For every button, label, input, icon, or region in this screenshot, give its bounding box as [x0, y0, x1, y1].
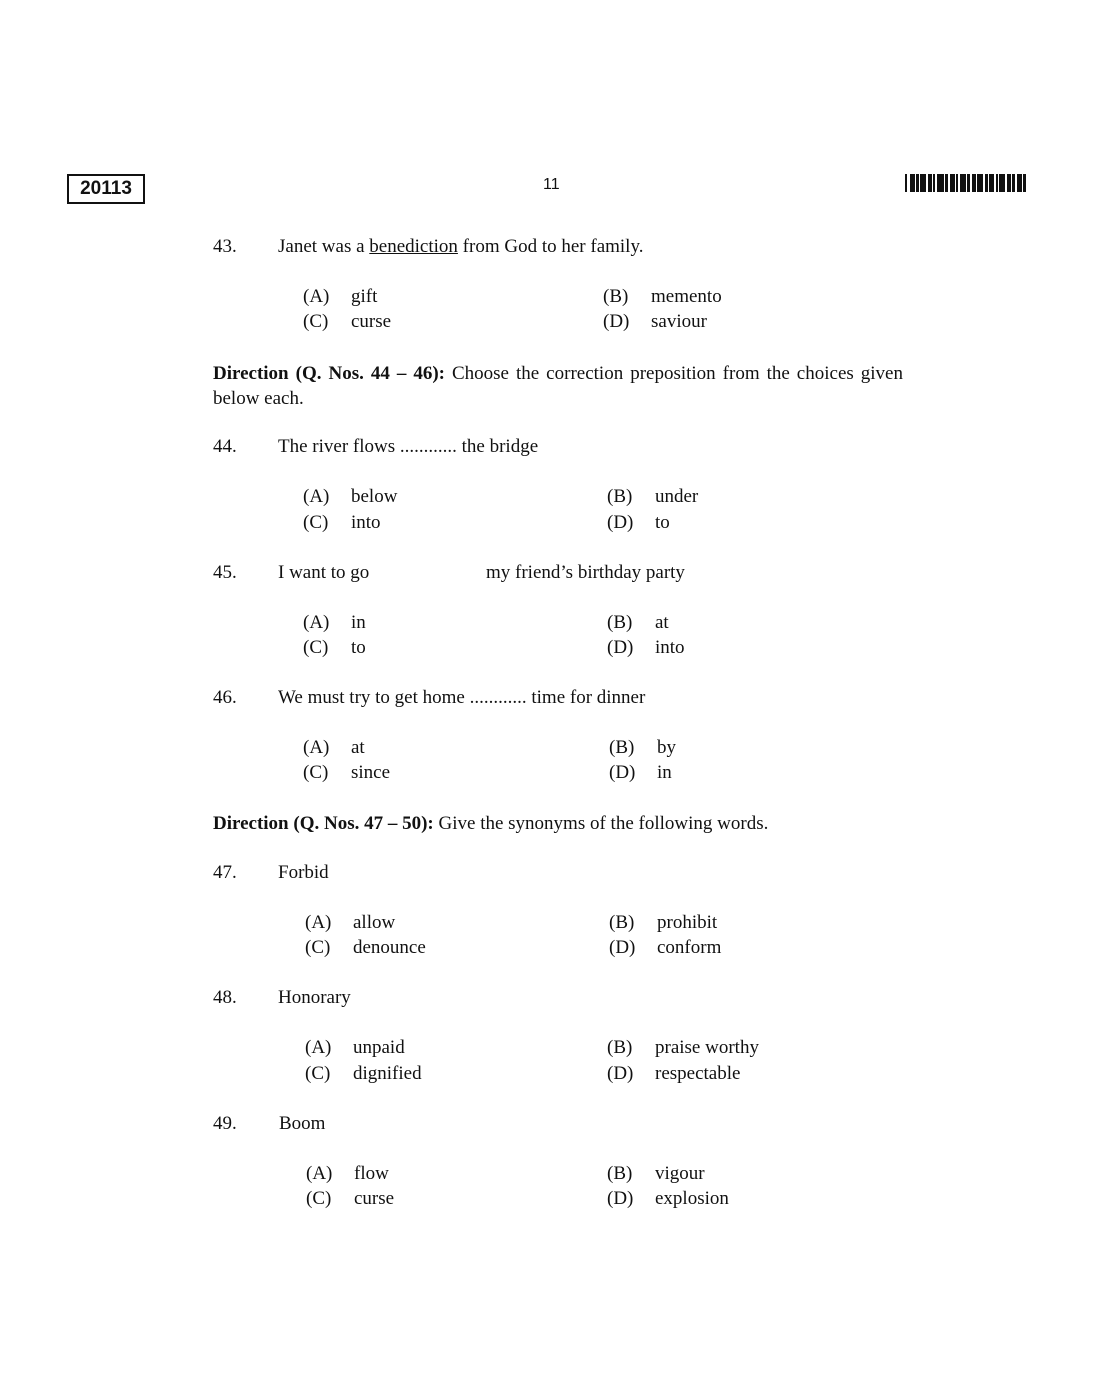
question-text: We must try to get home ............ time for dinner — [278, 687, 646, 708]
option-a: (A) below — [303, 486, 398, 507]
question-text: Honorary — [278, 987, 351, 1008]
option-b: (B) prohibit — [609, 912, 718, 933]
option-c: (C) curse — [306, 1188, 395, 1209]
direction-47-50: Direction (Q. Nos. 47 – 50): Give the synonyms of the following words. — [213, 813, 769, 834]
question-number: 43. — [213, 236, 237, 257]
question-number: 45. — [213, 562, 237, 583]
page-number: 11 — [543, 176, 560, 193]
question-number: 49. — [213, 1113, 237, 1134]
option-a: (A) allow — [305, 912, 396, 933]
question-number: 47. — [213, 862, 237, 883]
question-text-end: my friend’s birthday party — [486, 562, 685, 583]
option-b: (B) under — [607, 486, 699, 507]
option-b: (B) vigour — [607, 1163, 705, 1184]
option-b: (B) by — [609, 737, 676, 758]
question-text: The river flows ............ the bridge — [278, 436, 539, 457]
question-text: Janet was a benediction from God to her family. — [278, 236, 644, 257]
option-d: (D) saviour — [603, 311, 707, 332]
question-number: 44. — [213, 436, 237, 457]
question-text: Boom — [279, 1113, 326, 1134]
option-a: (A) flow — [306, 1163, 389, 1184]
option-d: (D) in — [609, 762, 672, 783]
direction-44-46: Direction (Q. Nos. 44 – 46): Choose the correction preposition from the choices given below each. — [213, 363, 903, 409]
option-d: (D) to — [607, 512, 670, 533]
option-c: (C) denounce — [305, 937, 426, 958]
option-d: (D) conform — [609, 937, 722, 958]
option-a: (A) at — [303, 737, 365, 758]
option-d: (D) explosion — [607, 1188, 729, 1209]
option-b: (B) memento — [603, 286, 722, 307]
option-d: (D) into — [607, 637, 685, 658]
question-text: I want to go — [278, 562, 370, 583]
barcode — [905, 174, 1026, 192]
option-c: (C) dignified — [305, 1063, 422, 1084]
option-c: (C) to — [303, 637, 366, 658]
option-a: (A) unpaid — [305, 1037, 405, 1058]
option-c: (C) curse — [303, 311, 392, 332]
option-b: (B) praise worthy — [607, 1037, 759, 1058]
question-number: 46. — [213, 687, 237, 708]
option-b: (B) at — [607, 612, 669, 633]
option-d: (D) respectable — [607, 1063, 741, 1084]
option-a: (A) in — [303, 612, 366, 633]
underlined-word: benediction — [369, 236, 458, 257]
option-c: (C) into — [303, 512, 381, 533]
paper-code: 20113 — [67, 174, 145, 204]
question-number: 48. — [213, 987, 237, 1008]
option-a: (A) gift — [303, 286, 378, 307]
option-c: (C) since — [303, 762, 391, 783]
question-text: Forbid — [278, 862, 329, 883]
